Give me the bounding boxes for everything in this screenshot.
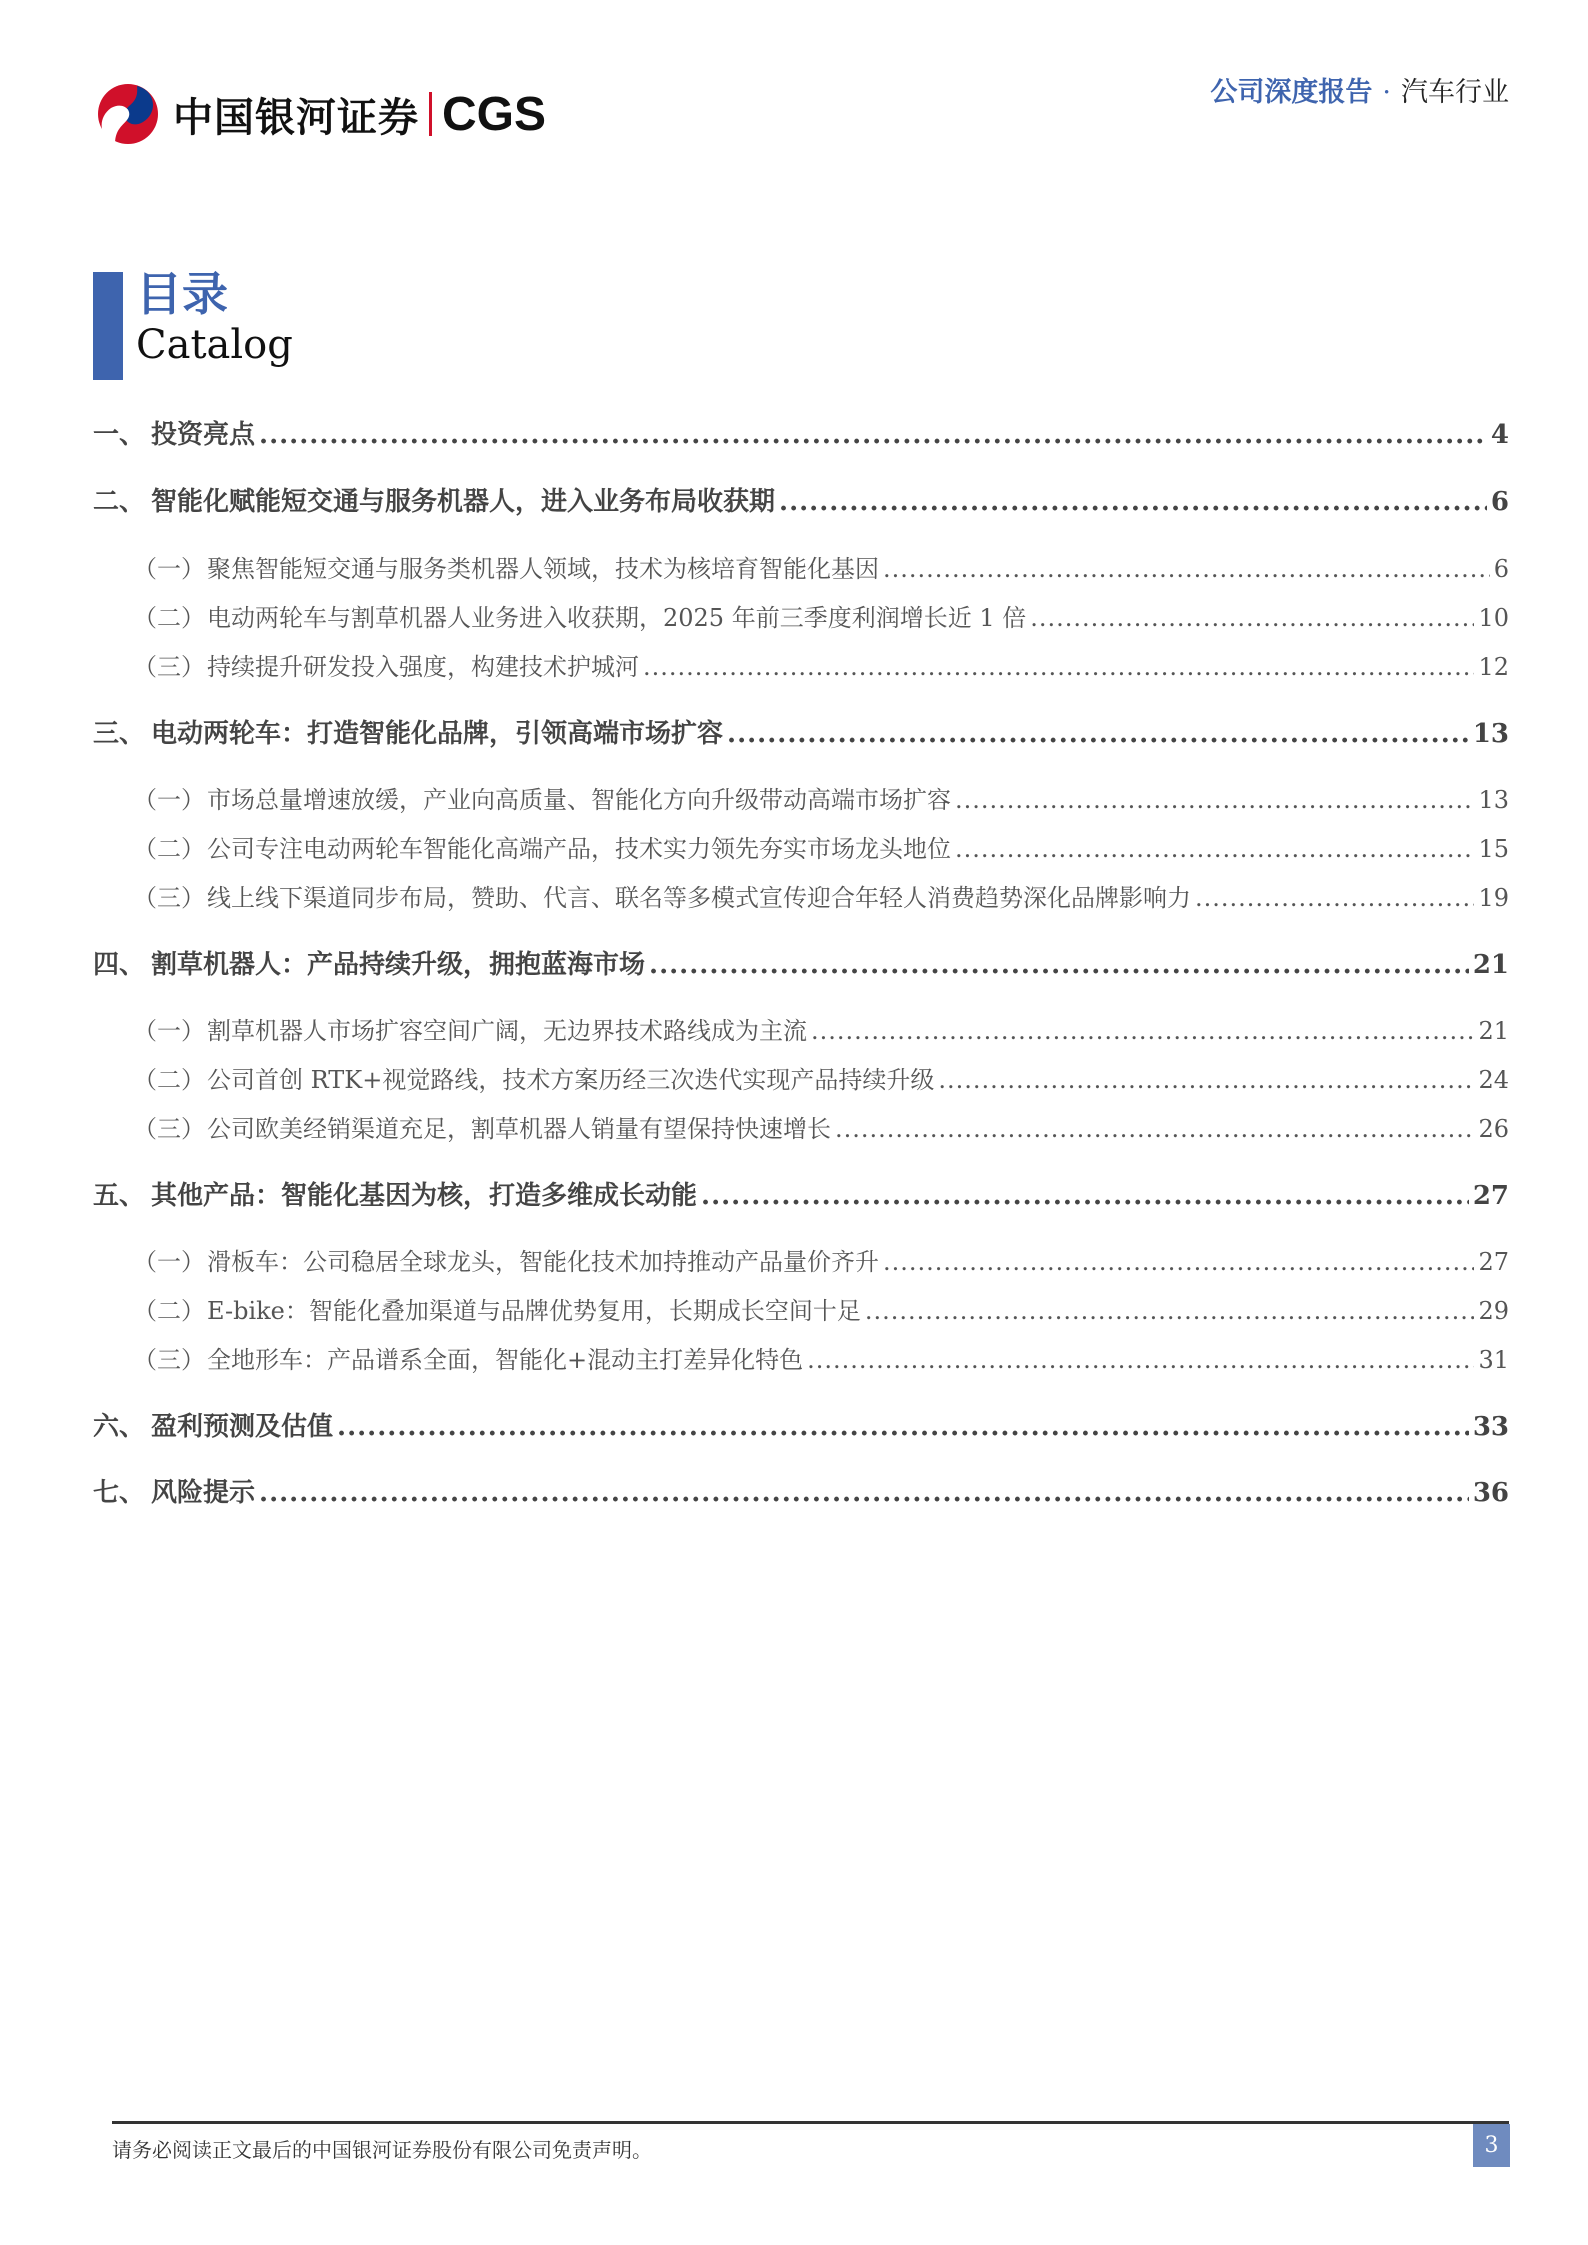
- toc-dot-leader: [1195, 884, 1474, 912]
- toc-entry-number: （三）: [133, 653, 205, 681]
- toc-entry-number: （一）: [133, 786, 205, 814]
- toc-entry[interactable]: [93, 829, 1509, 864]
- toc-dot-leader: [649, 950, 1469, 980]
- toc-entry[interactable]: [93, 598, 1509, 633]
- toc-dot-leader: [337, 1412, 1469, 1442]
- toc-entry-page: 31: [1478, 1346, 1509, 1374]
- toc-dot-leader: [259, 1478, 1469, 1508]
- toc-dot-leader: [835, 1115, 1474, 1143]
- toc-entry[interactable]: [93, 1011, 1509, 1046]
- toc-entry-label: 其他产品：智能化基因为核，打造多维成长动能: [151, 1181, 698, 1211]
- toc-entry-label: 公司首创 RTK+视觉路线，技术方案历经三次迭代实现产品持续升级: [207, 1066, 935, 1094]
- toc-entry-label: 割草机器人市场扩容空间广阔，无边界技术路线成为主流: [207, 1017, 807, 1045]
- toc-entry[interactable]: [93, 1060, 1509, 1095]
- toc-entry[interactable]: [93, 878, 1509, 913]
- toc-dot-leader: [955, 786, 1474, 814]
- toc-entry-number: 四、: [93, 950, 146, 980]
- toc-entry-label: 聚焦智能短交通与服务类机器人领域，技术为核培育智能化基因: [207, 555, 879, 583]
- toc-dot-leader: [259, 420, 1487, 450]
- toc-entry-page: 21: [1478, 1017, 1509, 1045]
- toc-entry-label: 电动两轮车与割草机器人业务进入收获期，2025 年前三季度利润增长近 1 倍: [207, 604, 1027, 632]
- toc-entry-label: 投资亮点: [151, 420, 256, 450]
- toc-dot-leader: [807, 1346, 1474, 1374]
- toc-dot-leader: [883, 555, 1490, 583]
- catalog-title-cn: 目录: [136, 267, 228, 321]
- toc-entry-number: （一）: [133, 555, 205, 583]
- toc-entry-page: 24: [1478, 1066, 1509, 1094]
- toc-entry-page: 29: [1478, 1297, 1509, 1325]
- toc-entry-page: 15: [1478, 835, 1509, 863]
- toc-dot-leader: [883, 1248, 1474, 1276]
- toc-entry-number: （二）: [133, 835, 205, 863]
- toc-entry-label: 全地形车：产品谱系全面，智能化+混动主打差异化特色: [207, 1346, 804, 1374]
- toc-entry[interactable]: [93, 1291, 1509, 1326]
- toc-entry[interactable]: [93, 1175, 1509, 1212]
- logo-divider: [429, 92, 432, 136]
- toc-entry[interactable]: [93, 944, 1509, 981]
- toc-entry-page: 36: [1472, 1478, 1509, 1508]
- toc-entry-number: 五、: [93, 1181, 146, 1211]
- toc-entry-label: 公司专注电动两轮车智能化高端产品，技术实力领先夯实市场龙头地位: [207, 835, 951, 863]
- toc-entry[interactable]: [93, 1242, 1509, 1277]
- toc-entry-number: （二）: [133, 1066, 205, 1094]
- toc-entry[interactable]: [93, 647, 1509, 682]
- toc-entry-page: 27: [1472, 1181, 1509, 1211]
- logo-text-en: CGS: [442, 87, 547, 141]
- header-separator: ·: [1382, 77, 1391, 108]
- toc-entry-page: 33: [1472, 1412, 1509, 1442]
- toc-entry[interactable]: [93, 780, 1509, 815]
- cgs-logo-icon: [93, 82, 163, 146]
- toc-entry[interactable]: [93, 1340, 1509, 1375]
- toc-dot-leader: [811, 1017, 1474, 1045]
- toc-entry-number: 一、: [93, 420, 146, 450]
- report-type: 公司深度报告: [1210, 77, 1373, 108]
- toc-entry[interactable]: [93, 481, 1509, 518]
- toc-entry-page: 13: [1472, 719, 1509, 749]
- toc-entry-label: 智能化赋能短交通与服务机器人，进入业务布局收获期: [151, 487, 776, 517]
- company-logo: [93, 82, 546, 146]
- toc-entry-label: 公司欧美经销渠道充足，割草机器人销量有望保持快速增长: [207, 1115, 831, 1143]
- toc-entry[interactable]: [93, 414, 1509, 451]
- toc-entry-page: 12: [1478, 653, 1509, 681]
- toc-dot-leader: [701, 1181, 1469, 1211]
- toc-dot-leader: [643, 653, 1474, 681]
- toc-entry-page: 19: [1478, 884, 1509, 912]
- toc-entry-label: 割草机器人：产品持续升级，拥抱蓝海市场: [151, 950, 646, 980]
- toc-entry-page: 26: [1478, 1115, 1509, 1143]
- toc-dot-leader: [865, 1297, 1475, 1325]
- toc-entry-page: 21: [1472, 950, 1509, 980]
- toc-dot-leader: [727, 719, 1469, 749]
- toc-entry-page: 13: [1478, 786, 1509, 814]
- toc-entry-label: 电动两轮车：打造智能化品牌，引领高端市场扩容: [151, 719, 724, 749]
- toc-entry-number: 三、: [93, 719, 146, 749]
- footer-divider: [112, 2121, 1509, 2124]
- toc-entry-label: 市场总量增速放缓，产业向高质量、智能化方向升级带动高端市场扩容: [207, 786, 951, 814]
- toc-entry-label: E-bike：智能化叠加渠道与品牌优势复用，长期成长空间十足: [207, 1297, 861, 1325]
- industry-label: 汽车行业: [1401, 77, 1509, 108]
- toc-entry-label: 持续提升研发投入强度，构建技术护城河: [207, 653, 639, 681]
- toc-entry-label: 滑板车：公司稳居全球龙头，智能化技术加持推动产品量价齐升: [207, 1248, 879, 1276]
- toc-entry-label: 风险提示: [151, 1478, 256, 1508]
- logo-text-cn: 中国银河证券: [173, 94, 419, 141]
- toc-dot-leader: [779, 487, 1487, 517]
- toc-dot-leader: [938, 1066, 1474, 1094]
- toc-entry-number: 七、: [93, 1478, 146, 1508]
- toc-entry-label: 盈利预测及估值: [151, 1412, 334, 1442]
- toc-entry-number: 二、: [93, 487, 146, 517]
- title-accent-bar: [93, 272, 123, 380]
- toc-entry-number: 六、: [93, 1412, 146, 1442]
- toc-entry[interactable]: [93, 1472, 1509, 1509]
- toc-entry-number: （一）: [133, 1248, 205, 1276]
- toc-entry-page: 27: [1478, 1248, 1509, 1276]
- footer-disclaimer: 请务必阅读正文最后的中国银河证券股份有限公司免责声明。: [112, 2138, 652, 2162]
- toc-entry-number: （三）: [133, 884, 205, 912]
- toc-entry-page: 6: [1493, 555, 1509, 583]
- report-header: [1210, 70, 1509, 109]
- page-number: 3: [1473, 2124, 1510, 2167]
- toc-entry-page: 10: [1478, 604, 1509, 632]
- toc-entry-number: （二）: [133, 1297, 205, 1325]
- toc-entry-number: （三）: [133, 1346, 205, 1374]
- toc-entry[interactable]: [93, 549, 1509, 584]
- toc-entry-label: 线上线下渠道同步布局，赞助、代言、联名等多模式宣传迎合年轻人消费趋势深化品牌影响力: [207, 884, 1191, 912]
- toc-entry[interactable]: [93, 713, 1509, 750]
- toc-entry-number: （一）: [133, 1017, 205, 1045]
- toc-entry-page: 6: [1490, 487, 1509, 517]
- toc-entry[interactable]: [93, 1406, 1509, 1443]
- catalog-title-en: Catalog: [136, 322, 293, 368]
- toc-entry-page: 4: [1490, 420, 1509, 450]
- toc-dot-leader: [955, 835, 1474, 863]
- toc-entry-number: （三）: [133, 1115, 205, 1143]
- toc-entry[interactable]: [93, 1109, 1509, 1144]
- toc-entry-number: （二）: [133, 604, 205, 632]
- toc-dot-leader: [1030, 604, 1474, 632]
